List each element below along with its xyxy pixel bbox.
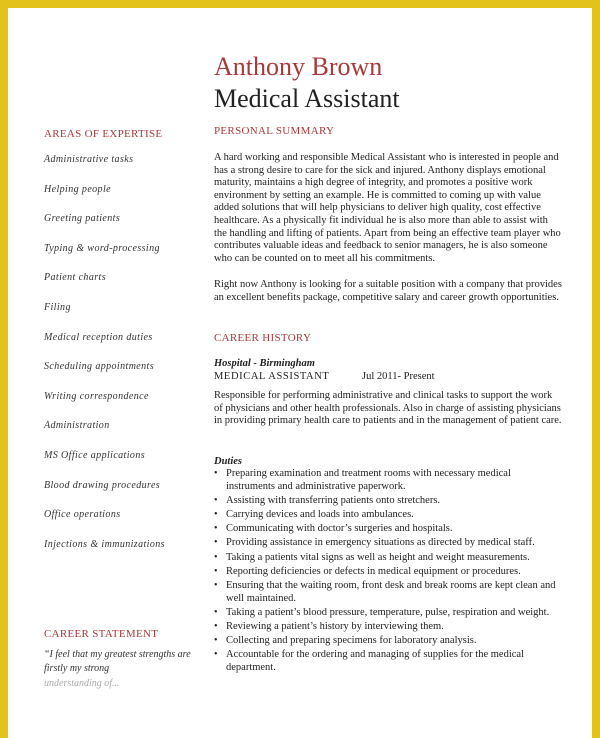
skill-item: Office operations xyxy=(44,509,121,521)
bullet-icon: • xyxy=(214,620,218,632)
duty-item: • Communicating with doctor’s surgeries and hospitals. xyxy=(214,523,453,535)
employer-name: Hospital - Birmingham xyxy=(214,358,315,369)
bullet-icon: • xyxy=(214,551,218,563)
skill-item: Greeting patients xyxy=(44,213,121,225)
bullet-icon: • xyxy=(214,468,218,479)
duty-item: • Providing assistance in emergency situations as directed by medical staff. xyxy=(214,537,535,549)
job-title: MEDICAL ASSISTANT xyxy=(214,371,330,382)
job-description: Responsible for performing administrative and clinical tasks to support the work of physicians and other health professionals. Also in charge of assisting physicians in providing primary health care to patients and in the management of patient care. xyxy=(214,390,562,427)
skill-item: Filing xyxy=(44,301,71,313)
duty-item: • Preparing examination and treatment rooms with necessary medical instruments and administrative paperwork. xyxy=(214,468,511,492)
expertise-list xyxy=(44,154,165,568)
skill-item: Administrative tasks xyxy=(44,154,134,165)
career-heading: CAREER HISTORY xyxy=(214,332,312,344)
bullet-icon: • xyxy=(214,606,218,618)
duty-item: • Reporting deficiencies or defects in medical equipment or procedures. xyxy=(214,565,521,577)
resume-page xyxy=(8,8,592,738)
expertise-heading: AREAS OF EXPERTISE xyxy=(44,128,163,140)
skill-item: Writing correspondence xyxy=(44,390,149,402)
duty-item: • Taking a patient’s blood pressure, temperature, pulse, respiration and weight. xyxy=(214,606,550,618)
bullet-icon: • xyxy=(214,537,218,549)
skill-item: Injections & immunizations xyxy=(44,538,165,550)
skill-item: Scheduling appointments xyxy=(44,361,155,373)
career-statement-faded-text: understanding of... xyxy=(44,678,120,689)
skill-item: Medical reception duties xyxy=(44,331,153,343)
candidate-name: Anthony Brown xyxy=(214,52,383,81)
bullet-icon: • xyxy=(214,579,218,591)
job-dates: Jul 2011- Present xyxy=(362,371,435,382)
bullet-icon: • xyxy=(214,508,218,520)
duty-item: • Reviewing a patient’s history by interviewing them. xyxy=(214,620,444,632)
skill-item: Helping people xyxy=(44,183,111,195)
skill-item: MS Office applications xyxy=(44,449,146,461)
career-statement-text: “I feel that my greatest strengths are firstly my strong xyxy=(44,649,191,674)
duties-list xyxy=(214,468,562,676)
duty-item: • Assisting with transferring patients onto stretchers. xyxy=(214,494,441,506)
duty-item: • Carrying devices and loads into ambulances. xyxy=(214,508,414,520)
bullet-icon: • xyxy=(214,649,218,661)
duty-item: • Collecting and preparing specimens for laboratory analysis. xyxy=(214,635,477,647)
duties-heading: Duties xyxy=(214,456,243,467)
skill-item: Administration xyxy=(44,420,110,432)
summary-paragraph: A hard working and responsible Medical Assistant who is interested in people and has a strong desire to care for the sick and injured. Anthony displays emotional maturity, maintains a high degree of integrity, and promotes a positive work environment by setting an example. He is committed to coming up with value added solutions that will help physicians to deliver high quality, cost effective healthcare. As a physically fit individual he is also more than able to assist with the handling and lifting of patients. Apart from being an effective team player who contributes valuable ideas and feedback to senior managers, he is also someone who can be counted on to meet all his commitments. xyxy=(214,152,561,264)
skill-item: Patient charts xyxy=(44,272,106,284)
duty-item: • Taking a patients vital signs as well as height and weight measurements. xyxy=(214,551,530,563)
summary-heading: PERSONAL SUMMARY xyxy=(214,125,335,137)
bullet-icon: • xyxy=(214,523,218,535)
skill-item: Typing & word-processing xyxy=(44,242,160,254)
bullet-icon: • xyxy=(214,565,218,577)
bullet-icon: • xyxy=(214,635,218,647)
summary-paragraph-objective: Right now Anthony is looking for a suitable position with a company that provides an excellent benefits package, competitive salary and career growth opportunities. xyxy=(214,279,562,303)
skill-item: Blood drawing procedures xyxy=(44,479,161,491)
duty-item: • Ensuring that the waiting room, front desk and break rooms are kept clean and well maintained. xyxy=(214,579,556,604)
duty-item: • Accountable for the ordering and managing of supplies for the medical department. xyxy=(214,649,524,673)
bullet-icon: • xyxy=(214,494,218,506)
candidate-title: Medical Assistant xyxy=(214,84,400,113)
career-statement-heading: CAREER STATEMENT xyxy=(44,628,159,640)
